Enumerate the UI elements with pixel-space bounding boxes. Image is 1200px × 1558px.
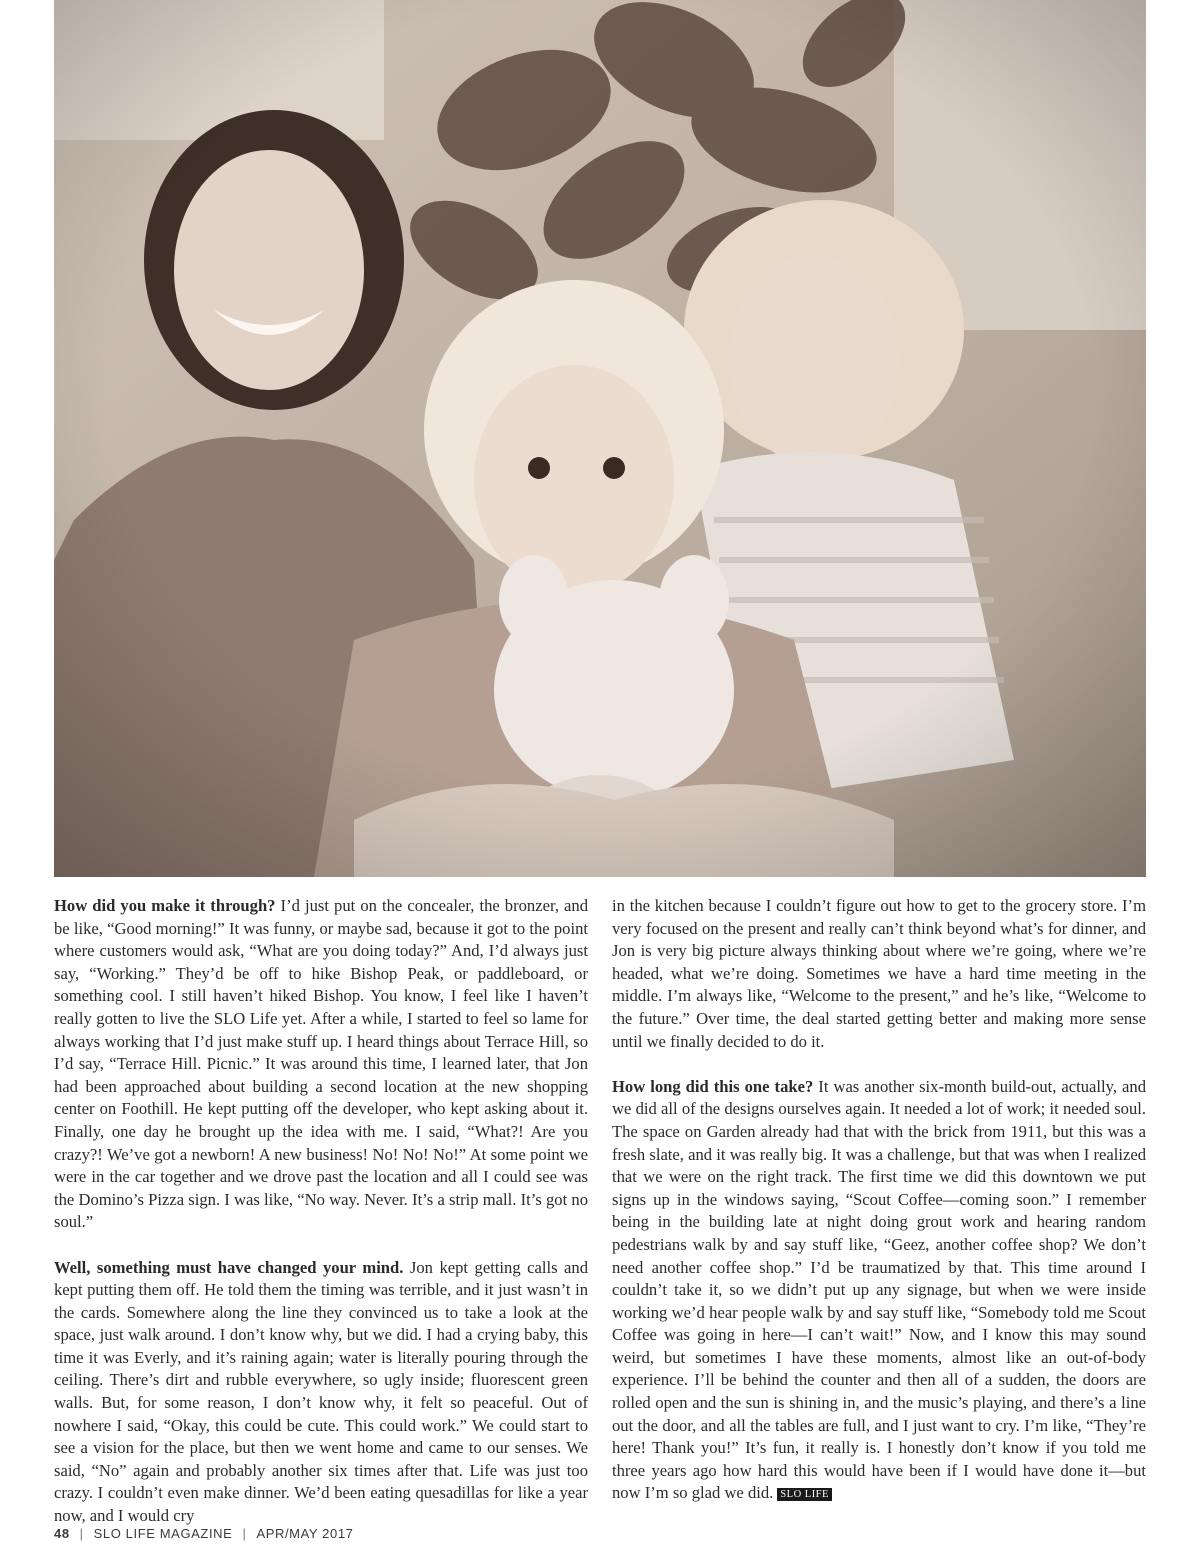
qa-paragraph <box>54 1257 588 1528</box>
interview-answer: I’d just put on the concealer, the bronzer, and be like, “Good morning!” It was funny, or maybe sad, because it got to the point where customers would ask, “What are you doing today?” And, I’d always just say, “Working.” They’d be off to hike Bishop Peak, or paddleboard, or something cool. I still haven’t hiked Bishop. You know, I feel like I haven’t really gotten to live the SLO Life yet. After a while, I started to feel so lame for always working that I’d just make stuff up. I heard things about Terrace Hill, so I’d say, “Terrace Hill. Picnic.” It was around this time, I learned later, that Jon had been approached about building a second location at the new shopping center on Foothill. He kept putting off the developer, who kept asking about it. Finally, one day he brought up the idea with me. I said, “What?! Are you crazy?! We’ve got a newborn! A new business! No! No! No!” At some point we were in the car together and we drove past the location and all I could see was the Domino’s Pizza sign. I was like, “No way. Never. It’s a strip mall. It’s got no soul.” <box>54 896 588 1232</box>
interview-answer: It was another six-month build-out, actually, and we did all of the designs ourselves again. It needed a lot of work; it needed soul. The space on Garden already had that with the brick from 1911, but this was a fresh slate, and it was really big. It was a challenge, but that was when I realized that we were on the right track. The first time we did this downtown we put signs up in the windows saying, “Scout Coffee—coming soon.” I remember being in the building late at night doing grout work and hearing random pedestrians walk by and say stuff like, “Geez, another coffee shop? We don’t need another coffee shop.” I’d be traumatized by that. This time around I couldn’t take it, so we didn’t put up any signage, but when we were inside working we’d hear people walk by and say stuff like, “Somebody told me Scout Coffee was going in here—I can’t wait!” Now, and I know this may sound weird, but sometimes I have these moments, almost like an out-of-body experience. I’ll be behind the counter and then all of a sudden, the doors are rolled open and the sun is shining in, and the music’s playing, and there’s a line out the door, and all the tables are full, and I just want to cry. I’m like, “They’re here! Thank you!” It’s fun, it really is. I honestly don’t know if you told me three years ago how hard this would have been if I would have done it—but now I’m so glad we did. <box>612 1076 1147 1503</box>
article-photo <box>54 0 1146 877</box>
end-mark: SLO LIFE <box>777 1488 832 1501</box>
interview-question: Well, something must have changed your mind. <box>54 1257 404 1277</box>
article-column-right <box>612 895 1146 1505</box>
footer-separator: | <box>242 1526 247 1541</box>
page-footer <box>54 1526 353 1541</box>
qa-paragraph <box>54 895 588 1234</box>
interview-question: How long did this one take? <box>612 1076 814 1096</box>
footer-separator: | <box>79 1526 84 1541</box>
photo-illustration <box>54 0 1146 877</box>
interview-question: How did you make it through? <box>54 896 276 915</box>
interview-answer: in the kitchen because I couldn’t figure out how to get to the grocery store. I’m very focused on the present and really can’t think beyond what’s for dinner, and Jon is very big picture always thinking about where we’re going, where we’re headed, what we’re doing. Sometimes we have a hard time meeting in the middle. I’m always like, “Welcome to the present,” and he’s like, “Welcome to the future.” Over time, the deal started getting better and making more sense until we finally decided to do it. <box>612 896 1146 1051</box>
article-column-left <box>54 895 588 1528</box>
magazine-name: SLO LIFE MAGAZINE <box>93 1526 233 1541</box>
interview-answer: Jon kept getting calls and kept putting them off. He told them the timing was terrible, and it just wasn’t in the cards. Somewhere along the line they convinced us to take a look at the space, just walk around. I don’t know why, but we did. I had a crying baby, this time it was Everly, and it’s raining again; water is literally pouring through the ceiling. There’s dirt and rubble everywhere, so ugly inside; fluorescent green walls. But, for some reason, I don’t know why, it felt so peaceful. Out of nowhere I said, “Okay, this could be cute. This could work.” We could start to see a vision for the place, but then we went home and came to our senses. We said, “No” again and probably another six times after that. Life was just too crazy. I couldn’t even make dinner. We’d been eating quesadillas for like a year now, and I would cry <box>54 1257 588 1526</box>
page-number: 48 <box>54 1526 70 1541</box>
issue-date: APR/MAY 2017 <box>256 1526 354 1541</box>
qa-paragraph <box>612 895 1146 1053</box>
qa-paragraph <box>612 1076 1146 1505</box>
